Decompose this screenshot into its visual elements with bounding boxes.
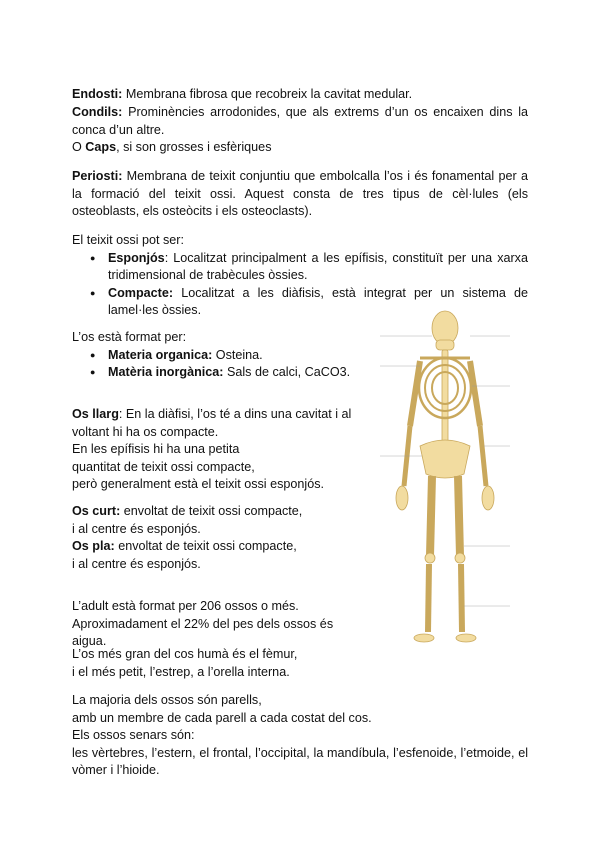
os-llarg-term: Os llarg <box>72 407 119 421</box>
skeleton-figure <box>360 306 530 651</box>
teixit-item-text: Localitzat a les diàfisis, està integrat per un sistema de lamel·les òssies. <box>108 285 528 318</box>
parells-line3: Els ossos senars són: <box>72 728 195 743</box>
condils-text: Prominències arrodonides, que als extrems d’un os encaixen dins la conca d’un altre. <box>72 105 528 137</box>
format-item-organica <box>72 347 362 365</box>
os-curt-text: envoltat de teixit ossi compacte, <box>120 504 303 518</box>
periosti-term: Periosti: <box>72 169 123 183</box>
os-llarg-line4: però generalment està el teixit ossi esponjós. <box>72 477 325 492</box>
os-curt-line2: i al centre és esponjós. <box>72 521 201 536</box>
os-gran-section <box>72 646 362 681</box>
os-llarg-line3: quantitat de teixit ossi compacte, <box>72 459 255 474</box>
parells-line2: amb un membre de cada parell a cada costat del cos. <box>72 710 372 725</box>
periosti-text: Membrana de teixit conjuntiu que embolcalla l’os i és fonamental per a la formació del teixit ossi. Aquest consta de tres tipus de cèl·lules (els osteoblasts, els osteòcits i els osteoclasts). <box>72 169 528 219</box>
parells-line4: les vèrtebres, l’estern, el frontal, l’occipital, la mandíbula, l’esfenoide, l’etmoide, el vòmer i l’hioide. <box>72 745 528 778</box>
format-item-text: Osteina. <box>212 347 263 362</box>
os-curt-term: Os curt: <box>72 504 121 518</box>
teixit-intro: El teixit ossi pot ser: <box>72 233 184 247</box>
os-llarg-section <box>72 406 362 494</box>
endosti-term: Endosti: <box>72 87 123 101</box>
os-pla-text: envoltat de teixit ossi compacte, <box>114 539 297 554</box>
os-pla-line2: i al centre és esponjós. <box>72 556 201 571</box>
format-intro: L’os està format per: <box>72 330 187 344</box>
endosti-text: Membrana fibrosa que recobreix la cavitat medular. <box>122 87 413 101</box>
os-curt-section <box>72 503 362 573</box>
endosti-definition <box>72 86 528 104</box>
format-item-inorganica <box>72 364 362 382</box>
format-section <box>72 329 362 382</box>
teixit-item-term: Compacte: <box>108 285 174 300</box>
adult-section <box>72 598 362 651</box>
caps-text: , si son grosses i esfèriques <box>116 140 272 154</box>
teixit-item-text: : Localitzat principalment a les epífisis, constituït per una xarxa tridimensional de trabècules òssies. <box>108 250 528 283</box>
condils-definition <box>72 104 528 139</box>
os-llarg-line1 <box>72 406 362 441</box>
os-gran-line1: L’os més gran del cos humà és el fèmur, <box>72 647 298 661</box>
ossos-parells-section <box>72 692 528 780</box>
teixit-item-esponjos <box>72 250 528 285</box>
os-gran-line2: i el més petit, l’estrep, a l’orella interna. <box>72 664 290 679</box>
format-item-term: Matèria inorgànica: <box>108 365 224 380</box>
caps-prefix: O <box>72 140 86 154</box>
condils-term: Condils: <box>72 105 123 119</box>
os-pla-term: Os pla: <box>72 539 115 554</box>
os-llarg-line2: En les epífisis hi ha una petita <box>72 442 240 457</box>
teixit-item-term: Esponjós <box>108 250 165 265</box>
os-llarg-text: : En la diàfisi, l’os té a dins una cavitat i al voltant hi ha os compacte. <box>72 407 352 439</box>
adult-line2: Aproximadament el 22% del pes dels ossos és aigua. <box>72 616 334 649</box>
format-item-term: Materia organica: <box>108 347 213 362</box>
format-item-text: Sals de calci, CaCO3. <box>223 365 351 380</box>
os-curt-line1 <box>72 503 362 521</box>
periosti-definition <box>72 168 528 221</box>
parells-line1: La majoria dels ossos són parells, <box>72 693 262 707</box>
adult-line1: L’adult està format per 206 ossos o més. <box>72 599 299 613</box>
format-list <box>72 347 362 382</box>
caps-definition <box>72 139 528 157</box>
caps-term: Caps <box>85 140 117 154</box>
os-pla-line1 <box>72 538 362 556</box>
